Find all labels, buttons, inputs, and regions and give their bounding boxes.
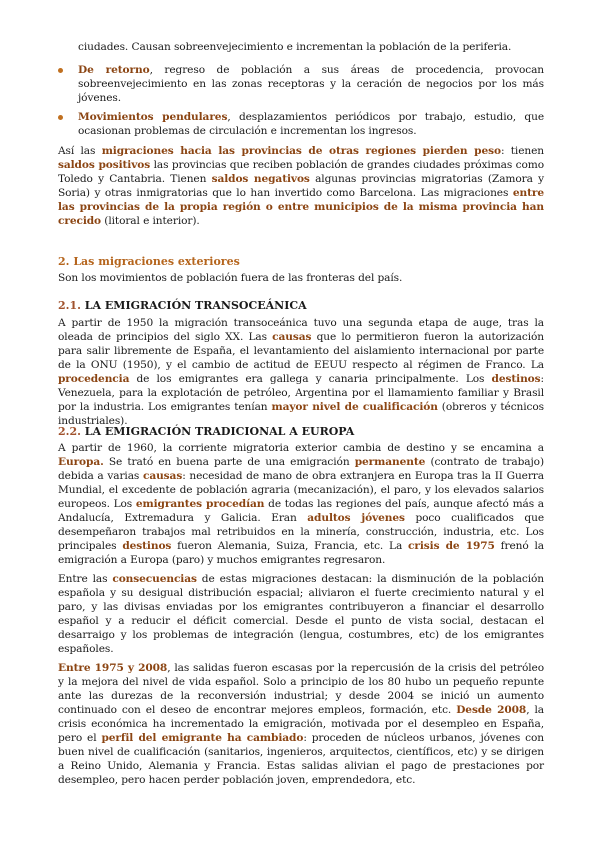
bullet-description: , desplazamientos periódicos por trabajo, estudio, que ocasionan problemas de circulación e incrementan los ingresos.: [78, 111, 544, 137]
text-run: (contrato de trabajo) debida a varias: [58, 456, 544, 482]
highlight-term: entre las provincias de la propia región o entre municipios de la misma provincia han crecido: [58, 187, 544, 227]
subsection-heading-2-2: [58, 425, 544, 438]
interior-paragraph: [58, 144, 544, 228]
transoceanic-paragraph: [58, 316, 544, 428]
subsection-number: 2.1.: [58, 299, 81, 312]
text-run: (obreros y técnicos industriales).: [58, 401, 544, 427]
text-run: , las salidas fueron escasas por la repercusión de la crisis del petróleo y la mejora del nivel de vida español. Solo a principio de los 80 hubo un pequeño repunte ante las durezas de la reconversión industrial; y desde 2004 se inició un aumento continuado con el deseo de encontrar mejores empleos, formación, etc.: [58, 662, 545, 716]
text-run: : Venezuela, para la explotación de petróleo, Argentina por el llamamiento familiar y Brasil por la industria. Los emigrantes tenían: [58, 373, 544, 413]
recent-paragraph: [58, 661, 544, 787]
bullet-dot-icon: [58, 68, 63, 73]
text-run: Entre las: [58, 573, 113, 585]
text-run: : proceden de núcleos urbanos, jóvenes con buen nivel de cualificación (sanitarios, ingenieros, arquitectos, científicos, etc) y se dirigen a Reino Unido, Alemania y Francia. Estas salidas alivian el pago de prestaciones por desempleo, pero hacen perder población joven, emprendedora, etc.: [58, 732, 544, 786]
text-run: , la crisis económica ha incrementado la emigración, motivada por el desempleo en España, pero el: [58, 704, 545, 744]
highlight-term: crisis de 1975: [408, 540, 495, 552]
bullet-term: Movimientos pendulares: [78, 111, 228, 123]
bullet-movimientos-pendulares: [58, 110, 544, 138]
highlight-term: Desde 2008: [456, 704, 527, 716]
highlight-term: causas: [142, 470, 183, 482]
text-run: : tienen: [500, 145, 544, 157]
text-run: A partir de 1960, la corriente migratoria exterior cambia de destino y se encamina a: [58, 442, 544, 454]
consequences-paragraph: [58, 572, 544, 656]
highlight-term: adultos jóvenes: [307, 512, 405, 524]
text-run: que lo permitieron fueron la autorización para salir libremente de España, el levantamiento del aislamiento internacional por parte de la ONU (1950), y el cambio de actitud de EEUU respecto al régimen de Franco. La: [58, 331, 544, 371]
highlight-term: perfil del emigrante ha cambiado: [101, 732, 304, 744]
highlight-term: emigrantes procedían: [135, 498, 265, 510]
text-run: frenó la emigración a Europa (paro) y muchos emigrantes regresaron.: [58, 540, 544, 566]
text-run: : necesidad de mano de obra extranjera en Europa tras la II Guerra Mundial, el excedente de población agraria (mecanización), el paro, y los elevados salarios europeos. Los: [58, 470, 544, 510]
text-run: de los emigrantes era gallega y canaria principalmente. Los: [129, 373, 492, 385]
highlight-term: procedencia: [58, 373, 130, 385]
text-run: Se trató en buena parte de una emigración: [103, 456, 355, 468]
highlight-term: migraciones hacia las provincias de otras regiones pierden peso: [101, 145, 501, 157]
subsection-number: 2.2.: [58, 425, 81, 438]
intro-tail-text: ciudades. Causan sobreenvejecimiento e incrementan la población de la periferia.: [78, 41, 512, 53]
europe-paragraph: [58, 441, 544, 567]
bullet-de-retorno: [58, 63, 544, 105]
text-run: fueron Alemania, Suiza, Francia, etc. La: [171, 540, 409, 552]
highlight-term: saldos positivos: [58, 159, 151, 171]
highlight-term: causas: [272, 331, 312, 343]
subsection-title: LA EMIGRACIÓN TRANSOCEÁNICA: [80, 299, 307, 312]
text-run: algunas provincias migratorias (Zamora y Soria) y otras inmigratorias que lo han invertido como Barcelona. Las migraciones: [58, 173, 544, 199]
text-run: A partir de 1950 la migración transoceánica tuvo una segunda etapa de auge, tras la oleada de principios del siglo XX. Las: [58, 317, 544, 343]
text-run: (litoral e interior).: [101, 215, 200, 227]
bullet-term: De retorno: [78, 64, 150, 76]
subsection-heading-2-1: [58, 299, 544, 312]
section-intro: Son los movimientos de población fuera de las fronteras del país.: [58, 272, 403, 284]
subsection-title: LA EMIGRACIÓN TRADICIONAL A EUROPA: [80, 425, 355, 438]
text-run: de estas migraciones destacan: la disminución de la población española y su desigual distribución espacial; aliviaron el fuerte crecimiento natural y el paro, y las divisas enviadas por los emigrantes contribuyeron a financiar el desarrollo español y a reducir el déficit comercial. Desde el punto de vista social, destacan el desarraigo y los problemas de integración (lengua, costumbres, etc) de los emigrantes españoles.: [58, 573, 545, 655]
highlight-term: destinos: [491, 373, 541, 385]
text-run: las provincias que reciben población de grandes ciudades próximas como Toledo y Cantabria. Tienen: [58, 159, 544, 185]
highlight-term: mayor nivel de cualificación: [271, 401, 438, 413]
section-heading: 2. Las migraciones exteriores: [58, 255, 240, 268]
bullet-description: , regreso de población a sus áreas de procedencia, provocan sobreenvejecimiento en las zonas receptoras y la ceración de negocios por los más jóvenes.: [78, 64, 545, 104]
bullet-text: [78, 110, 544, 138]
highlight-term: consecuencias: [112, 573, 197, 585]
highlight-term: Entre 1975 y 2008: [58, 662, 168, 674]
highlight-term: destinos: [122, 540, 172, 552]
bullet-dot-icon: [58, 115, 63, 120]
text-run: poco cualificados que desempeñaron trabajos mal retribuidos en la minería, construcción, industria, etc. Los principales: [58, 512, 544, 552]
bullet-text: [78, 63, 544, 105]
highlight-term: saldos negativos: [211, 173, 310, 185]
text-run: Así las: [58, 145, 102, 157]
highlight-term: Europa.: [58, 456, 104, 468]
highlight-term: permanente: [354, 456, 426, 468]
text-run: de todas las regiones del país, aunque afectó más a Andalucía, Extremadura y Galicia. Eran: [58, 498, 545, 524]
